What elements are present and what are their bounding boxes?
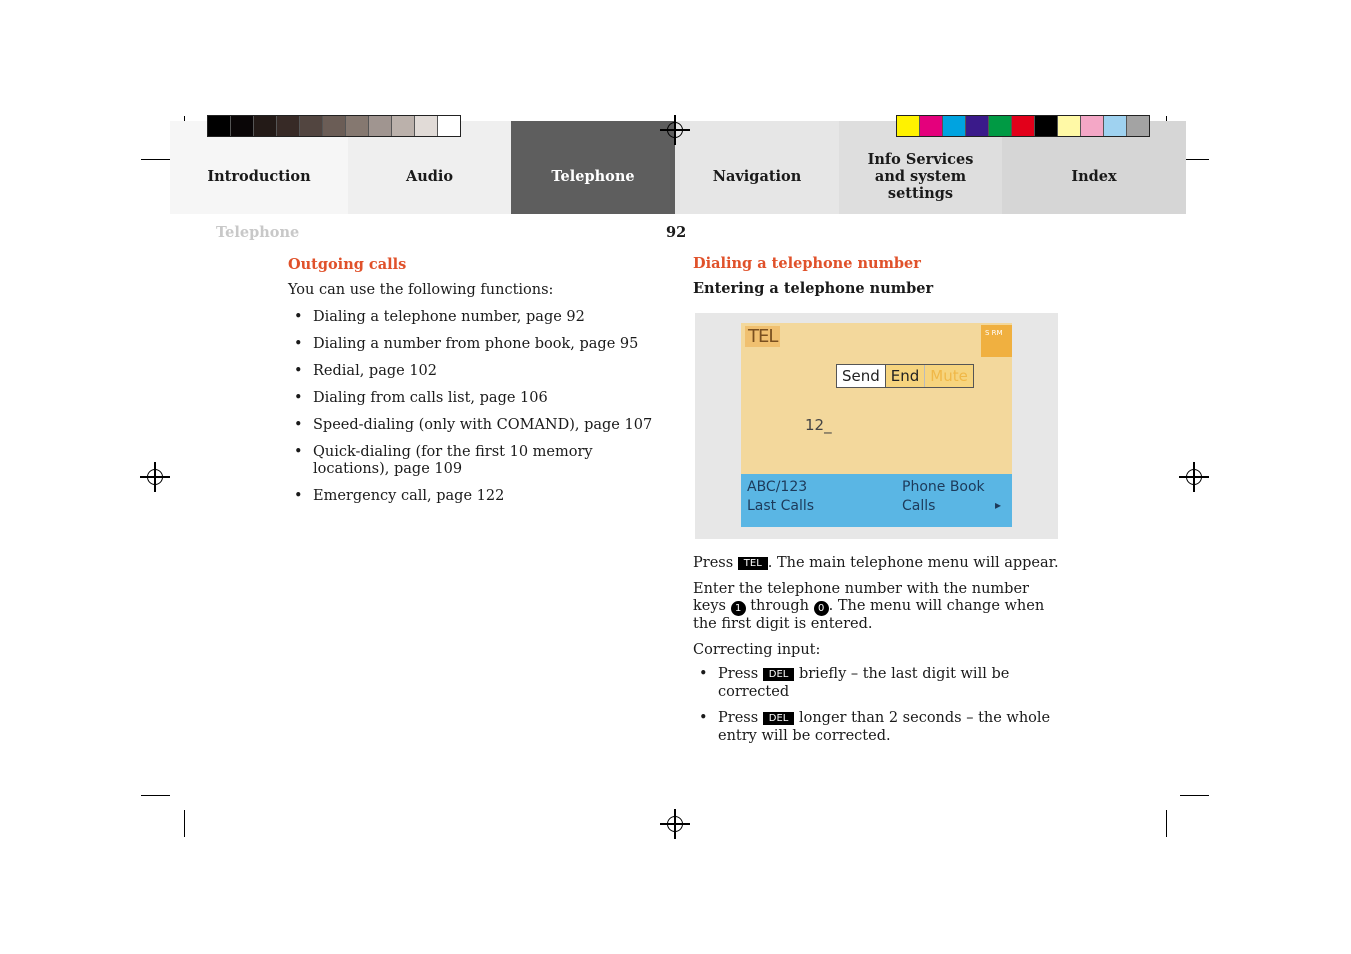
color-swatch <box>1104 116 1127 136</box>
registration-mark-icon <box>667 816 683 832</box>
crop-mark <box>1166 810 1167 837</box>
subheading: Entering a telephone number <box>693 280 934 297</box>
color-swatch <box>346 116 369 136</box>
list-item: • Redial, page 102 <box>288 363 658 381</box>
list-item: • Dialing a number from phone book, page 95 <box>288 336 658 354</box>
section-heading: Dialing a telephone number <box>693 255 921 272</box>
list-item: • Emergency call, page 122 <box>288 488 658 506</box>
crop-mark <box>141 795 170 796</box>
list-item: • Press DEL briefly – the last digit will be corrected <box>693 666 1065 701</box>
color-swatch <box>989 116 1012 136</box>
arrow-right-icon: ▸ <box>995 498 1002 512</box>
right-column <box>693 255 1065 297</box>
color-swatch <box>300 116 323 136</box>
menu-abc[interactable]: ABC/123 <box>747 479 808 495</box>
section-label: Telephone <box>216 224 300 241</box>
tab-info-services[interactable]: Info Services and system settings <box>839 121 1002 214</box>
function-list <box>288 309 658 506</box>
list-item: • Dialing from calls list, page 106 <box>288 390 658 408</box>
registration-mark-icon <box>147 469 163 485</box>
color-calibration-bar <box>896 115 1150 137</box>
display-menu <box>741 474 1012 527</box>
color-swatch <box>1035 116 1058 136</box>
tab-index[interactable]: Index <box>1002 121 1186 214</box>
color-swatch <box>943 116 966 136</box>
crop-mark <box>1180 795 1209 796</box>
page-number: 92 <box>666 224 687 241</box>
color-swatch <box>369 116 392 136</box>
menu-phone-book[interactable]: Phone Book <box>902 479 985 495</box>
color-swatch <box>1012 116 1035 136</box>
del-key-icon: DEL <box>763 712 795 725</box>
press-tel-text: Press TEL . The main telephone menu will appear. <box>693 555 1059 571</box>
instructions <box>693 555 1065 745</box>
correcting-label: Correcting input: <box>693 641 821 658</box>
intro-text: You can use the following functions: <box>288 282 554 298</box>
color-swatch <box>438 116 460 136</box>
tel-key-icon: TEL <box>738 557 768 570</box>
end-softkey[interactable]: End <box>886 365 926 387</box>
section-heading: Outgoing calls <box>288 256 407 273</box>
signal-icon: S RM <box>981 325 1012 357</box>
send-softkey[interactable]: Send <box>837 365 886 387</box>
color-swatch <box>920 116 943 136</box>
color-swatch <box>323 116 346 136</box>
menu-calls[interactable]: Calls <box>902 498 936 514</box>
enter-number-text: Enter the telephone number with the number keys 1 through 0 . The menu will change when the first digit is entered. <box>693 580 1045 632</box>
color-swatch <box>897 116 920 136</box>
correction-list <box>693 666 1065 745</box>
softkey-bar <box>836 364 974 388</box>
tab-navigation[interactable]: Navigation <box>675 121 839 214</box>
del-key-icon: DEL <box>763 668 795 681</box>
color-swatch <box>277 116 300 136</box>
color-swatch <box>1081 116 1104 136</box>
menu-last-calls[interactable]: Last Calls <box>747 498 815 514</box>
color-swatch <box>392 116 415 136</box>
list-item: • Dialing a telephone number, page 92 <box>288 309 658 327</box>
list-item: • Speed-dialing (only with COMAND), page 107 <box>288 417 658 435</box>
tab-telephone[interactable]: Telephone <box>511 121 675 214</box>
left-column <box>288 256 658 506</box>
telephone-display <box>741 323 1012 527</box>
key-1-icon: 1 <box>731 601 746 616</box>
crop-mark <box>141 159 170 160</box>
grayscale-calibration-bar <box>207 115 461 137</box>
color-swatch <box>966 116 989 136</box>
color-swatch <box>415 116 438 136</box>
color-swatch <box>1127 116 1149 136</box>
list-item: • Press DEL longer than 2 seconds – the whole entry will be corrected. <box>693 710 1065 745</box>
display-title: TEL <box>745 326 780 347</box>
mute-softkey[interactable]: Mute <box>925 365 973 387</box>
key-0-icon: 0 <box>814 601 829 616</box>
tab-audio[interactable]: Audio <box>348 121 511 214</box>
color-swatch <box>1058 116 1081 136</box>
tab-introduction[interactable]: Introduction <box>170 121 348 214</box>
color-swatch <box>208 116 231 136</box>
color-swatch <box>231 116 254 136</box>
list-item: • Quick-dialing (for the first 10 memory locations), page 109 <box>288 444 658 479</box>
color-swatch <box>254 116 277 136</box>
number-entry: 12_ <box>805 416 832 434</box>
registration-mark-icon <box>1186 469 1202 485</box>
registration-mark-icon <box>667 122 683 138</box>
crop-mark <box>184 810 185 837</box>
